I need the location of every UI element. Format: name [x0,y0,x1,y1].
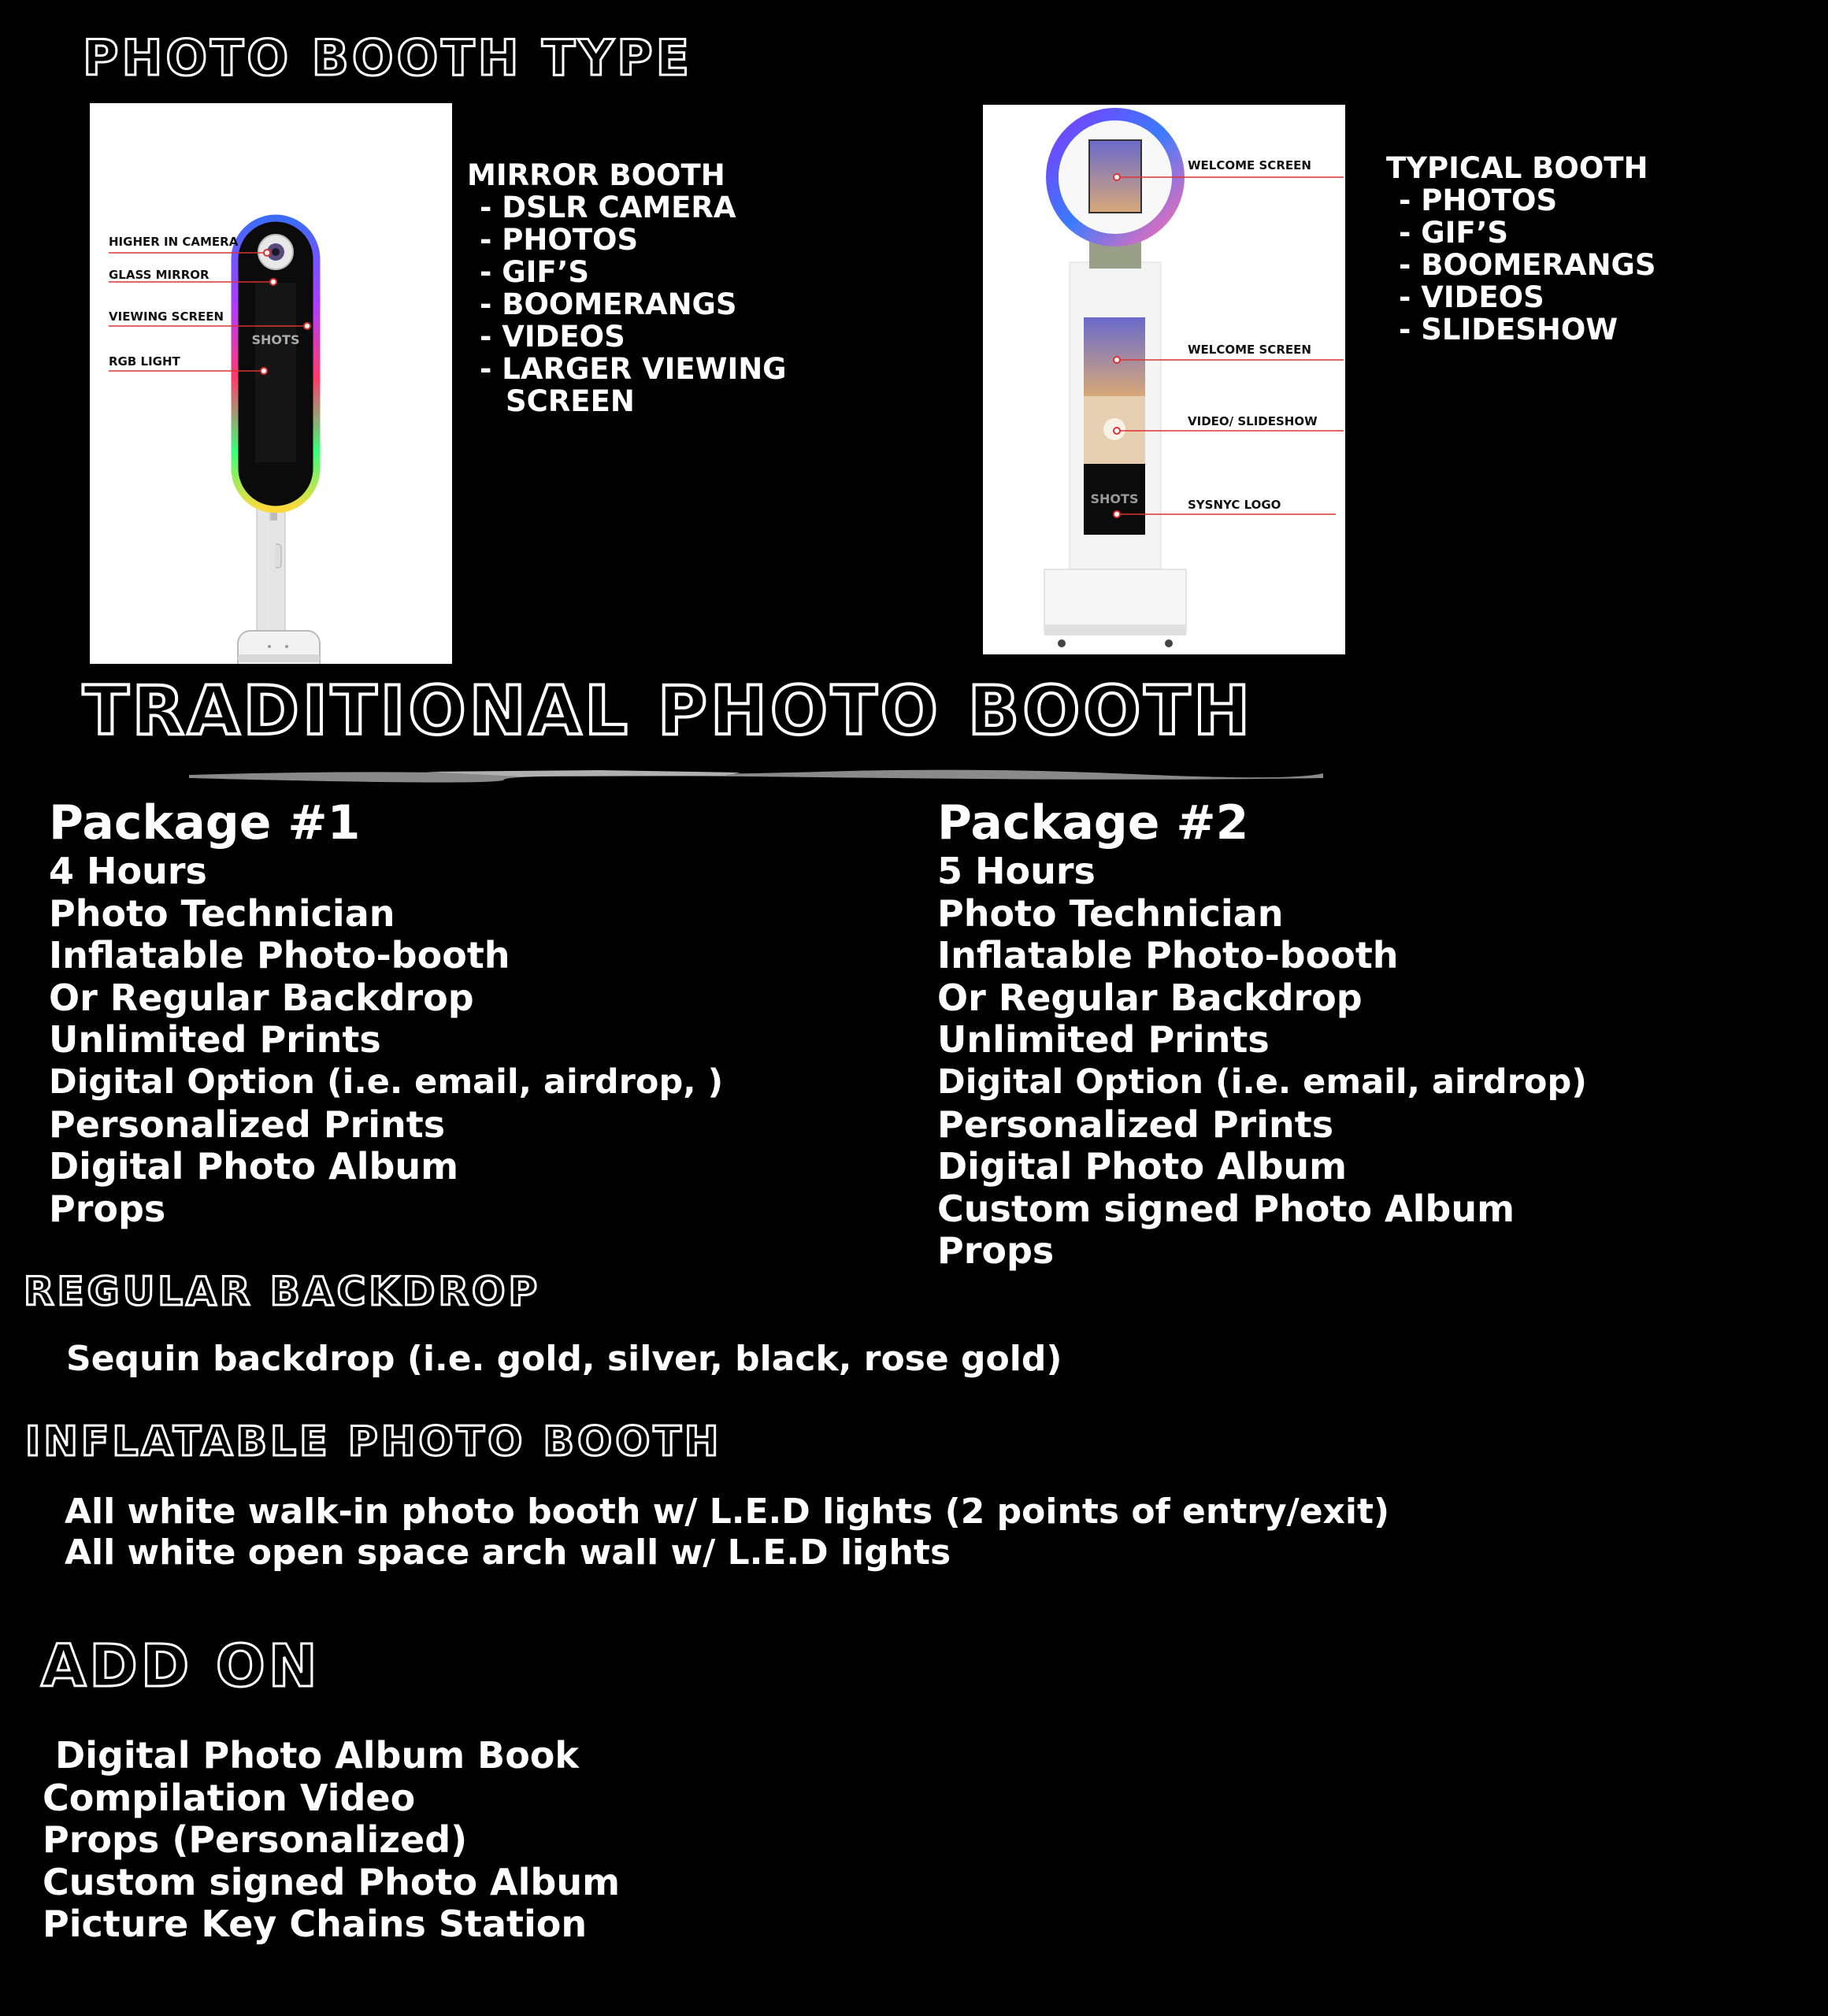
list-item: Digital Option (i.e. email, airdrop, ) [49,1062,724,1102]
callout-welcome-screen: WELCOME SCREEN [1188,343,1311,357]
list-item: - DSLR CAMERA [480,191,736,224]
list-item: - VIDEOS [480,320,625,354]
callout-viewing-screen: VIEWING SCREEN [109,309,224,324]
package-1-title: Package #1 [49,795,361,850]
callout-glass-mirror: GLASS MIRROR [109,268,209,282]
list-item: - PHOTOS [480,223,639,257]
list-item: Props [49,1187,166,1230]
list-item: Props (Personalized) [43,1818,468,1861]
list-item: Unlimited Prints [49,1018,381,1062]
list-item: Personalized Prints [937,1102,1334,1146]
add-on-title: ADD ON [41,1632,321,1700]
package-2-title: Package #2 [937,795,1249,850]
page-title: PHOTO BOOTH TYPE [83,29,693,87]
list-item: - SLIDESHOW [1399,313,1619,346]
list-item: Photo Technician [937,891,1284,935]
list-item: Unlimited Prints [937,1018,1270,1062]
list-item: Personalized Prints [49,1102,446,1146]
inflatable-line: All white open space arch wall w/ L.E.D lights [65,1532,951,1573]
list-item: - LARGER VIEWING [480,352,787,386]
typical-booth-heading: TYPICAL BOOTH [1386,151,1648,185]
list-item: - BOOMERANGS [1399,248,1656,282]
callout-rgb-light: RGB LIGHT [109,354,180,369]
list-item: - GIF’S [480,255,590,289]
list-item: Custom signed Photo Album [937,1187,1515,1230]
typical-screen-logo: SHOTS [1090,491,1139,506]
regular-backdrop-title: REGULAR BACKDROP [24,1269,541,1314]
inflatable-line: All white walk-in photo booth w/ L.E.D lights (2 points of entry/exit) [65,1492,1390,1532]
callout-video-slideshow: VIDEO/ SLIDESHOW [1188,414,1318,428]
typical-booth-features [1386,152,1656,346]
mirror-booth-illustration [90,103,452,664]
list-item: Digital Option (i.e. email, airdrop) [937,1062,1587,1102]
typical-booth-illustration [983,105,1345,654]
list-item: Picture Key Chains Station [43,1903,588,1945]
mirror-booth-features [467,159,787,417]
list-item: Digital Photo Album [49,1145,459,1188]
package-1 [49,795,723,1230]
callout-higher-in-camera: HIGHER IN CAMERA [109,235,239,249]
list-item: 4 Hours [49,850,207,892]
callout-welcome-screen-top: WELCOME SCREEN [1188,158,1311,172]
inflatable-lines [65,1492,1389,1573]
list-item: Or Regular Backdrop [937,976,1363,1019]
list-item: - BOOMERANGS [480,287,737,321]
add-on-list [43,1735,620,1946]
list-item: SCREEN [506,384,635,418]
typical-booth-image [983,105,1345,654]
list-item: - VIDEOS [1399,280,1544,314]
list-item: Inflatable Photo-booth [937,934,1399,977]
list-item: - PHOTOS [1399,183,1558,217]
mirror-booth-heading: MIRROR BOOTH [467,158,725,192]
list-item: Compilation Video [43,1776,416,1819]
regular-backdrop-text: Sequin backdrop (i.e. gold, silver, black, rose gold) [66,1339,1062,1379]
list-item: 5 Hours [937,850,1096,892]
mirror-booth-image [90,103,452,664]
package-2 [937,795,1587,1273]
list-item: Digital Photo Album [937,1145,1348,1188]
list-item: Digital Photo Album Book [43,1734,579,1777]
list-item: Or Regular Backdrop [49,976,474,1019]
list-item: Custom signed Photo Album [43,1860,621,1903]
mirror-screen-logo: SHOTS [251,332,300,347]
inflatable-title: INFLATABLE PHOTO BOOTH [25,1418,722,1466]
list-item: Photo Technician [49,891,395,935]
callout-sysnyc-logo: SYSNYC LOGO [1188,498,1281,512]
list-item: Inflatable Photo-booth [49,934,510,977]
traditional-title: TRADITIONAL PHOTO BOOTH [83,672,1254,750]
brush-divider [189,762,1323,786]
list-item: - GIF’S [1399,216,1509,250]
list-item: Props [937,1229,1055,1273]
